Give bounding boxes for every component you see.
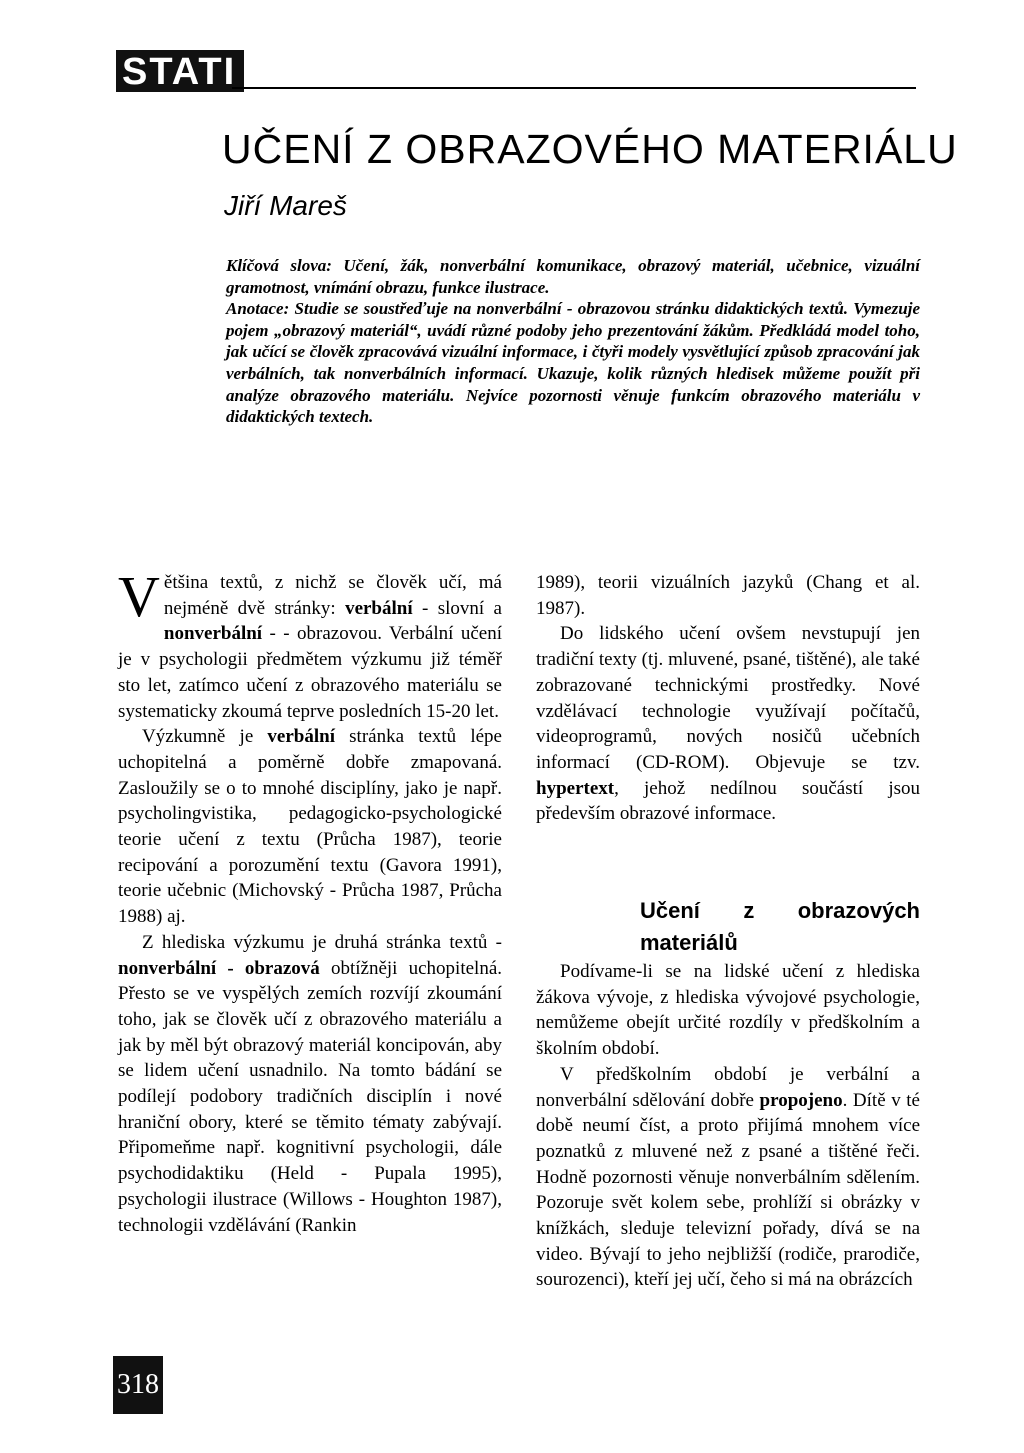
section-heading: Učení z obrazových materiálů xyxy=(640,898,920,956)
emphasis-term: verbální xyxy=(345,597,413,619)
body-paragraph xyxy=(118,930,502,1238)
emphasis-term: nonverbální xyxy=(163,623,263,645)
article-title: UČENÍ Z OBRAZOVÉHO MATERIÁLU xyxy=(222,126,958,172)
drop-cap: V xyxy=(118,564,160,629)
annotation-text: Studie se soustřeďuje na nonverbální - obrazovou stránku didaktických textů. Vymezuje pojem „obrazový materiál“, uvádí různé podoby jeho prezentování žákům. Předkládá model toho, jak učící se člověk zpracovává vizuální informace, i čtyři modely vysvětlující způsob zpracování jak verbálních, tak nonverbálních informací. Ukazuje, kolik různých hledisek můžeme použít při analýze obrazového materiálu. Nejvíce pozornosti věnuje funkcím obrazového materiálu v didaktických textech. xyxy=(226,299,920,427)
keywords-paragraph xyxy=(226,255,920,298)
text-run: . Dítě v té době neumí číst, a proto přijímá mnohem více poznatků z mluvené než z psané a tištěné řeči. Hodně pozornosti věnuje nonverbálním sdělením. Pozoruje svět kolem sebe, prohlíží si obrázky v knížkách, sleduje televizní pořady, dívá se na video. Bývají to jeho nejbližší (rodiče, prarodiče, sourozenci), kteří jej učí, čeho si má na obrázcích xyxy=(536,1089,920,1291)
text-run: - - obrazovou. Verbální učení je v psychologii předmětem výzkumu již téměř sto let, zatímco učení z obrazového materiálu se systematicky zkoumá teprve posledních 15-20 let. xyxy=(118,623,502,722)
keywords-label: Klíčová slova: xyxy=(226,256,332,275)
annotation-label: Anotace: xyxy=(226,299,290,319)
body-paragraph: Podívame-li se na lidské učení z hlediska žákova vývoje, z hlediska vývojové psychologie, nemůžeme obejít určité rozdíly v předškolním a školním období. xyxy=(536,961,920,1060)
text-run: ětšina textů, z nichž se člověk učí, má nejméně dvě stránky: xyxy=(163,572,502,619)
body-paragraph xyxy=(536,621,920,827)
body-paragraph xyxy=(536,1062,920,1293)
page-number: 318 xyxy=(113,1356,163,1414)
text-run: stránka textů lépe uchopitelná a poměrně dobře zmapovaná. Zasloužily se o to mnohé disciplíny, jako je např. psycholingvistika, pedagogicko-psychologické teorie učení z textu (Průcha 1987), teorie recipování a porozumění textu (Gavora 1991), teorie učebnic (Michovský - Průcha 1987, Průcha 1988) aj. xyxy=(118,726,502,928)
text-run: , jehož nedílnou součástí jsou především obrazové informace. xyxy=(536,777,920,825)
body-paragraph xyxy=(118,564,502,724)
text-run: obtížněji uchopitelná. Přesto se ve vyspělých zemích rozvíjí zkoumání toho, jak se člověk učí z obrazového materiálu a jak by měl být obrazový materiál koncipován, aby se lidem učení usnadnilo. Na tomto bádání se podílejí podobory tradičních disciplín i nové hraniční obory, které se těmito tématy zabývají. Připomeňme např. kognitivní psychologii, dále psychodidaktiku (Held - Pupala 1995), psychologii ilustrace (Willows - Houghton 1987), technologii vzdělávání (Rankin xyxy=(118,957,502,1236)
emphasis-term: hypertext xyxy=(536,777,615,799)
abstract xyxy=(226,255,920,428)
body-column-right xyxy=(536,570,920,1293)
emphasis-term: nonverbální - obrazová xyxy=(118,957,320,979)
emphasis-term: propojeno xyxy=(759,1089,843,1111)
article-author: Jiří Mareš xyxy=(224,190,347,221)
text-run: Do lidského učení ovšem nevstupují jen tradiční texty (tj. mluvené, psané, tištěné), ale také zobrazované technickými prostředky. Nové vzdělávací technologie využívají počítačů, videoprogramů, nových nosičů učebních informací (CD-ROM). Objevuje se tzv. xyxy=(536,623,920,773)
body-paragraph: 1989), teorii vizuálních jazyků (Chang et al. 1987). xyxy=(536,572,920,619)
body-paragraph xyxy=(118,724,502,930)
section-label: STATI xyxy=(116,50,244,92)
text-run: Výzkumně je xyxy=(142,726,268,748)
annotation-paragraph xyxy=(226,298,920,428)
text-run: V předškolním období je verbální a nonverbální sdělování dobře xyxy=(536,1063,920,1111)
text-run: - slovní a xyxy=(412,597,502,619)
body-column-left xyxy=(118,564,502,1238)
keywords-text: Učení, žák, nonverbální komunikace, obrazový materiál, učebnice, vizuální gramotnost, vnímání obrazu, funkce ilustrace. xyxy=(226,256,921,297)
text-run: Z hlediska výzkumu je druhá stránka textů - xyxy=(142,931,502,953)
header-rule xyxy=(232,87,916,89)
emphasis-term: verbální xyxy=(267,726,335,748)
